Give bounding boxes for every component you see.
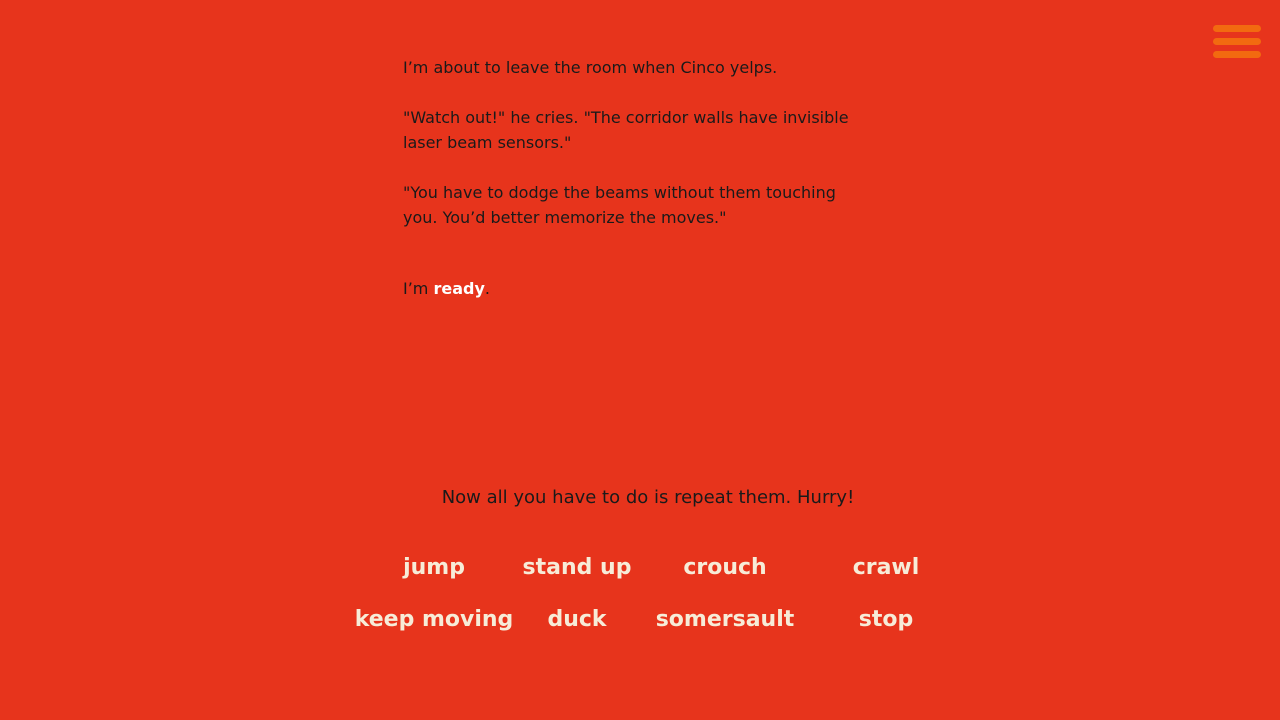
story-paragraph: "You have to dodge the beams without them touching you. You’d better memorize the moves."	[403, 183, 836, 227]
menu-button[interactable]	[1213, 25, 1261, 59]
move-keep-moving-button[interactable]: keep moving	[354, 607, 514, 632]
story-text	[403, 55, 873, 255]
instruction-prompt: Now all you have to do is repeat them. Hurry!	[441, 487, 855, 508]
ready-prefix: I’m	[403, 279, 434, 298]
move-duck-button[interactable]: duck	[547, 607, 607, 632]
hamburger-menu-icon	[1213, 25, 1261, 32]
move-somersault-button[interactable]: somersault	[655, 607, 795, 632]
ready-suffix: .	[484, 279, 490, 298]
story-paragraph: I’m about to leave the room when Cinco yelps.	[403, 58, 778, 77]
move-stand-up-button[interactable]: stand up	[522, 555, 632, 580]
move-stop-button[interactable]: stop	[858, 607, 914, 632]
move-crawl-button[interactable]: crawl	[852, 555, 920, 580]
hamburger-menu-icon-bar	[1213, 51, 1261, 58]
move-jump-button[interactable]: jump	[403, 555, 465, 580]
move-crouch-button[interactable]: crouch	[683, 555, 767, 580]
story-paragraph: "Watch out!" he cries. "The corridor walls have invisible laser beam sensors."	[403, 108, 849, 152]
ready-link[interactable]: ready	[433, 279, 485, 298]
ready-line	[403, 276, 490, 301]
hamburger-menu-icon-bar	[1213, 38, 1261, 45]
